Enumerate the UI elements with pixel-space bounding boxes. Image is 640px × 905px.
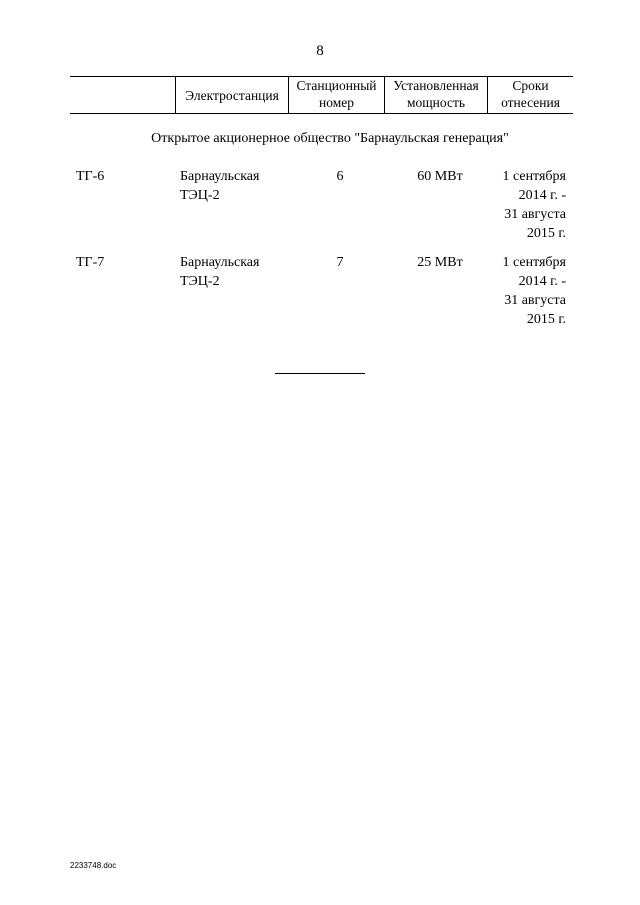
header-capacity-line-2: мощность: [406, 95, 466, 110]
period: [490, 253, 566, 329]
unit-name: ТГ-7: [76, 255, 105, 270]
header-plant-label: Электростанция: [185, 88, 279, 103]
plant-name: [180, 167, 259, 205]
unit-name: ТГ-6: [76, 169, 105, 184]
period-line-1: 1 сентября: [502, 169, 566, 184]
plant-name-line-1: Барнаульская: [180, 255, 260, 270]
installed-capacity: 60 МВт: [417, 169, 463, 184]
period-line-2: 2014 г. -: [518, 274, 566, 289]
plant-name: [180, 253, 259, 291]
period-line-4: 2015 г.: [526, 226, 566, 241]
organization-title: Открытое акционерное общество "Барнаульская генерация": [151, 131, 509, 146]
header-installed-capacity: [384, 77, 487, 113]
header-station-number-line-2: номер: [318, 95, 354, 110]
period-line-2: 2014 г. -: [518, 188, 566, 203]
end-divider: [275, 373, 365, 374]
document-id: 2233748.doc: [70, 861, 117, 870]
station-number: 7: [336, 255, 344, 270]
plant-name-line-1: Барнаульская: [180, 169, 260, 184]
period-line-3: 31 августа: [504, 293, 566, 308]
table-header: [70, 76, 573, 114]
header-capacity-line-1: Установленная: [393, 78, 479, 93]
header-period: [487, 77, 573, 113]
header-plant: [175, 77, 288, 113]
header-station-number: [288, 77, 384, 113]
station-number: 6: [336, 169, 344, 184]
plant-name-line-2: ТЭЦ-2: [180, 188, 220, 203]
period-line-4: 2015 г.: [526, 312, 566, 327]
period-line-3: 31 августа: [504, 207, 566, 222]
period-line-1: 1 сентября: [502, 255, 566, 270]
header-period-line-2: отнесения: [501, 95, 560, 110]
period: [490, 167, 566, 243]
installed-capacity: 25 МВт: [417, 255, 463, 270]
header-station-number-line-1: Станционный: [296, 78, 377, 93]
page-number: 8: [316, 43, 324, 59]
header-period-line-1: Сроки: [512, 78, 549, 93]
plant-name-line-2: ТЭЦ-2: [180, 274, 220, 289]
